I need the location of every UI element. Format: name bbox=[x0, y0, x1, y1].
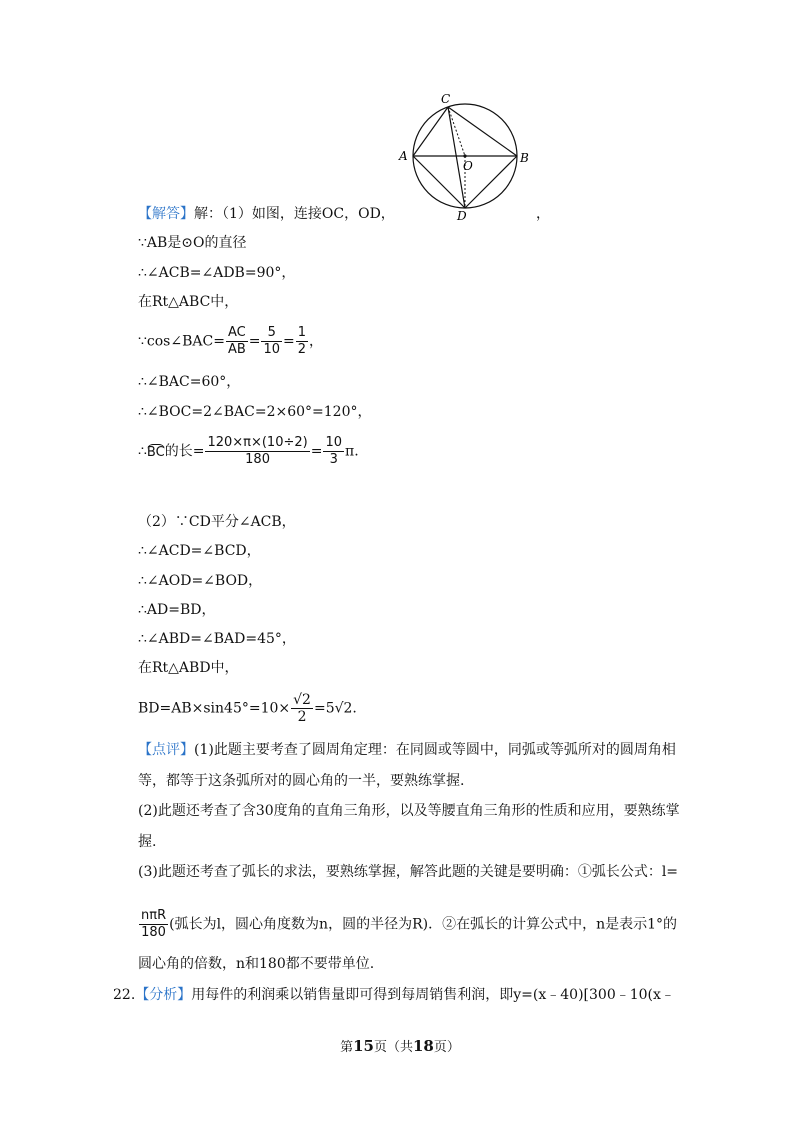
page-number: 15 bbox=[353, 1037, 374, 1055]
part2-line-3: ∴∠AOD=∠BOD， bbox=[138, 573, 263, 589]
solution-line-6: ∴∠BAC=60°， bbox=[138, 374, 241, 390]
page-footer: 第15页（共18页） bbox=[340, 1037, 460, 1055]
center-point bbox=[463, 154, 466, 157]
fraction-arc-length: $\frac{120\times\pi\times(10\div 2)}{180}$ bbox=[207, 435, 308, 467]
comment-line-7: 圆心角的倍数，n和180都不要带单位. bbox=[138, 956, 375, 972]
label-a: A bbox=[399, 149, 408, 163]
solution-intro-text: 解：（1）如图，连接OC，OD， bbox=[194, 206, 395, 222]
part2-line-4: ∴AD=BD， bbox=[138, 602, 216, 618]
q22-number: 22. bbox=[113, 987, 136, 1003]
solution-line-8: ∴BC的长= $\frac{120\times\pi\times(10\div 2)}{180}$ = $\frac{10}{3}$ π. bbox=[138, 435, 359, 467]
part2-line-7: BD=AB×sin45°=10× $\frac{√2}{2}$ =5√2. bbox=[138, 692, 357, 725]
segment-oc bbox=[448, 107, 465, 156]
comment-line-5: (3)此题还考查了弧长的求法，要熟练掌握，解答此题的关键是要明确：①弧长公式：l= bbox=[138, 864, 679, 880]
fraction-root2-2: $\frac{√2}{2}$ bbox=[293, 692, 311, 725]
fraction-ac-ab: $\frac{AC}{AB}$ bbox=[227, 325, 246, 357]
solution-line-3: ∴∠ACB=∠ADB=90°， bbox=[138, 265, 296, 281]
segment-cb bbox=[448, 107, 517, 156]
fraction-npir-180: $\frac{\text{nπR}}{180}$ bbox=[141, 908, 167, 940]
page-total: 18 bbox=[413, 1037, 434, 1055]
segment-ac bbox=[413, 107, 448, 156]
fraction-10-3: $\frac{10}{3}$ bbox=[325, 435, 342, 467]
solution-line-5: ∵cos∠BAC= $\frac{AC}{AB}$ = $\frac{5}{10}$ = $\frac{1}{2}$ ， bbox=[138, 325, 324, 357]
comment-line-3: (2)此题还考查了含30度角的直角三角形，以及等腰直角三角形的性质和应用，要熟练掌 bbox=[138, 803, 680, 819]
comment-tag: 【点评】 bbox=[138, 742, 194, 758]
comment-line-1: 【点评】(1)此题主要考查了圆周角定理：在同圆或等圆中，同弧或等弧所对的圆周角相 bbox=[138, 742, 676, 758]
solution-line-2: ∵AB是⊙O的直径 bbox=[138, 235, 247, 251]
part2-line-5: ∴∠ABD=∠BAD=45°， bbox=[138, 631, 296, 647]
label-c: C bbox=[441, 92, 451, 106]
comment-line-4: 握. bbox=[138, 834, 157, 850]
comment-line-6: $\frac{\text{nπR}}{180}$ (弧长为l，圆心角度数为n，圆的半径为R)．②在弧长的计算公式中，n是表示1°的 bbox=[141, 908, 677, 940]
solution-line-4: 在Rt△ABC中， bbox=[138, 294, 239, 310]
part2-line-2: ∴∠ACD=∠BCD， bbox=[138, 543, 261, 559]
analysis-tag: 【分析】 bbox=[135, 987, 192, 1003]
answer-tag: 【解答】 bbox=[138, 206, 194, 222]
cos-prefix: ∵cos∠BAC= bbox=[138, 333, 225, 350]
label-b: B bbox=[520, 151, 529, 165]
comment-line-2: 等，都等于这条弧所对的圆心角的一半，要熟练掌握. bbox=[138, 773, 465, 789]
arc-bc: BC bbox=[146, 444, 165, 460]
fraction-1-2: $\frac{1}{2}$ bbox=[297, 325, 307, 357]
part2-line-1: （2）∵CD平分∠ACB， bbox=[138, 514, 296, 530]
solution-intro bbox=[138, 204, 395, 224]
label-o: O bbox=[463, 159, 473, 173]
fraction-5-10: $\frac{5}{10}$ bbox=[263, 325, 281, 357]
label-d: D bbox=[457, 209, 467, 222]
circle-diagram bbox=[395, 92, 535, 222]
trailing-comma: ， bbox=[536, 206, 550, 222]
q22-line: 22.【分析】用每件的利润乘以销售量即可得到每周销售利润，即y=(x﹣40)[300﹣10(x﹣ bbox=[113, 987, 675, 1003]
solution-line-7: ∴∠BOC=2∠BAC=2×60°=120°， bbox=[138, 404, 372, 420]
part2-line-6: 在Rt△ABD中， bbox=[138, 660, 239, 676]
